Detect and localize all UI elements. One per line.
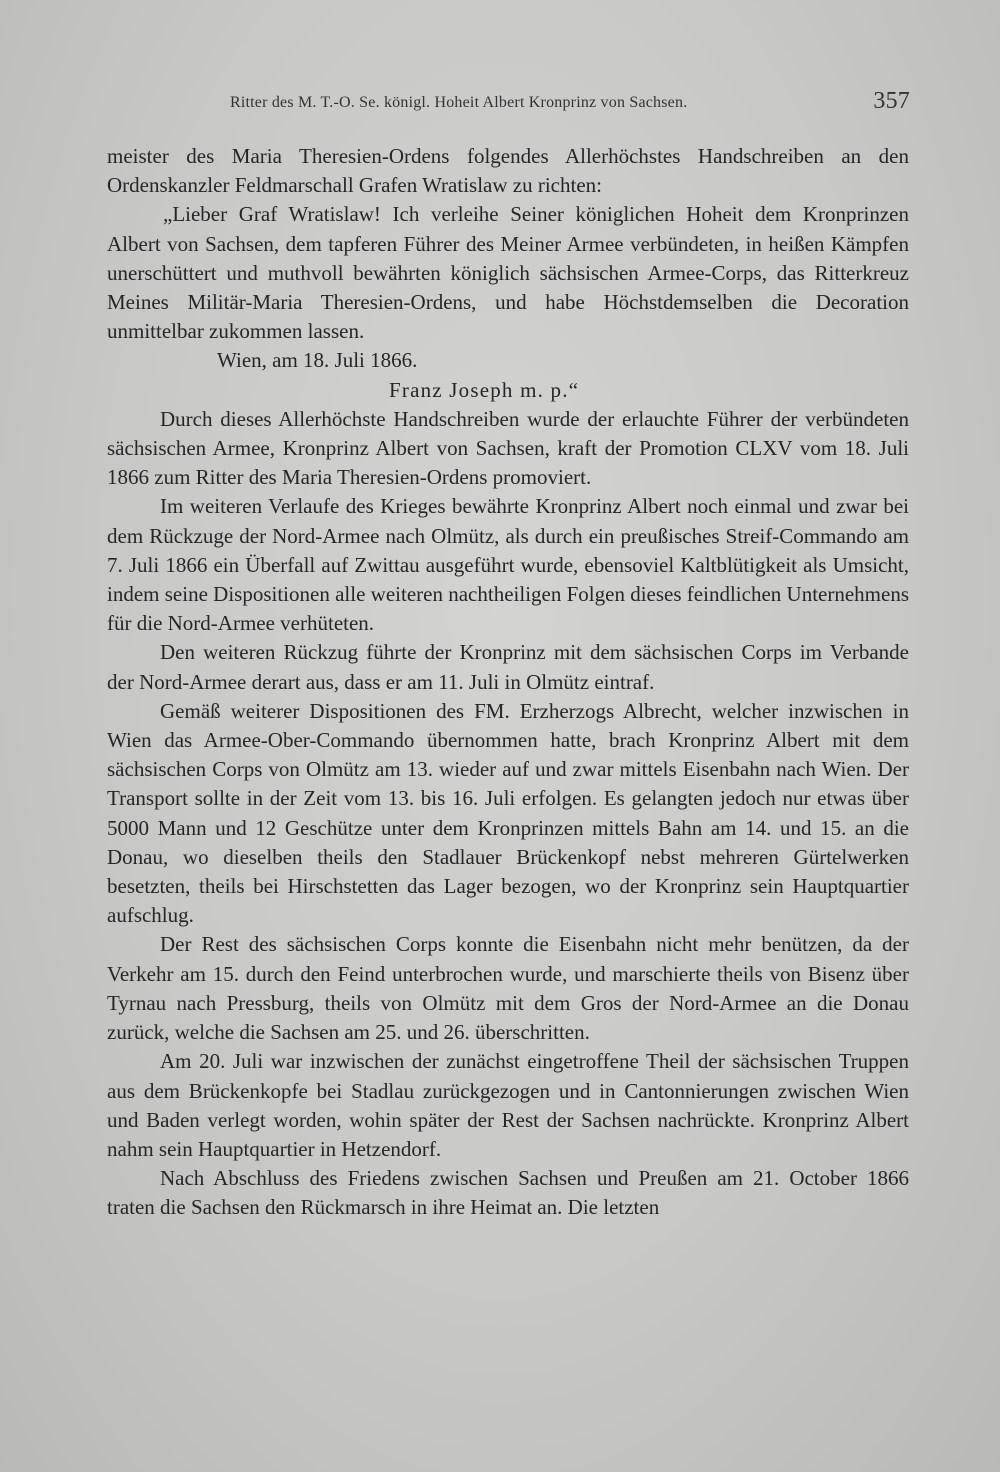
body-text — [107, 142, 909, 1223]
running-header — [230, 88, 910, 118]
paragraph: Den weiteren Rückzug führte der Kronprinz mit dem sächsischen Corps im Verbande der Nord-Armee derart aus, dass er am 11. Juli in Olmütz eintraf. — [107, 640, 909, 694]
paragraph: Nach Abschluss des Friedens zwischen Sachsen und Preußen am 21. October 1866 traten die Sachsen den Rückmarsch in ihre Heimat an. Die letzten — [107, 1166, 909, 1220]
paragraph-continuation: meister des Maria Theresien-Ordens folgendes Allerhöchstes Handschreiben an den Ordenskanzler Feldmarschall Grafen Wratislaw zu richten: — [107, 144, 909, 198]
paragraph: Am 20. Juli war inzwischen der zunächst eingetroffene Theil der sächsischen Truppen aus dem Brückenkopfe bei Stadlau zurückgezogen und in Cantonnierungen zwischen Wien und Baden verlegt worden, wohin später der Rest der Sachsen nachrückte. Kronprinz Albert nahm sein Hauptquartier in Hetzendorf. — [107, 1049, 909, 1161]
page-number: 357 — [873, 88, 910, 114]
paragraph: Gemäß weiterer Dispositionen des FM. Erzherzogs Albrecht, welcher inzwischen in Wien das Armee-Ober-Commando übernommen hatte, brach Kronprinz Albert mit dem sächsischen Corps von Olmütz am 13. wieder auf und zwar mittels Eisenbahn nach Wien. Der Transport sollte in der Zeit vom 13. bis 16. Juli erfolgen. Es gelangten jedoch nur etwas über 5000 Mann und 12 Geschütze unter dem Kronprinzen mittels Bahn am 14. und 15. an die Donau, wo dieselben theils den Stadlauer Brückenkopf nebst mehreren Gürtelwerken besetzten, theils bei Hirschstetten das Lager bezogen, wo der Kronprinz sein Hauptquartier aufschlug. — [107, 698, 909, 928]
running-title: Ritter des M. T.-O. Se. königl. Hoheit Albert Kronprinz von Sachsen. — [230, 94, 688, 111]
paragraph-letter: „Lieber Graf Wratislaw! Ich verleihe Seiner königlichen Hoheit dem Kronprinzen Albert von Sachsen, dem tapferen Führer des Meiner Armee verbündeten, in heißen Kämpfen unerschüttert und muthvoll bewährten königlich sächsischen Armee-Corps, das Ritterkreuz Meines Militär-Maria Theresien-Ordens, und habe Höchstdemselben die Decoration unmittelbar zukommen lassen. — [107, 202, 909, 344]
paragraph: Im weiteren Verlaufe des Krieges bewährte Kronprinz Albert noch einmal und zwar bei dem Rückzuge der Nord-Armee nach Olmütz, als durch ein preußisches Streif-Commando am 7. Juli 1866 ein Überfall auf Zwittau ausgeführt wurde, ebensoviel Kaltblütigkeit als Umsicht, indem seine Dispositionen alle weiteren nachtheiligen Folgen dieses feindlichen Unternehmens für die Nord-Armee verhüteten. — [107, 494, 909, 636]
paragraph-signature: Franz Joseph m. p.“ — [389, 377, 580, 402]
paragraph: Durch dieses Allerhöchste Handschreiben wurde der erlauchte Führer der verbündeten sächsischen Armee, Kronprinz Albert von Sachsen, kraft der Promotion CLXV vom 18. Juli 1866 zum Ritter des Maria Theresien-Ordens promoviert. — [107, 406, 909, 490]
paragraph-dateline: Wien, am 18. Juli 1866. — [217, 348, 418, 373]
paragraph: Der Rest des sächsischen Corps konnte die Eisenbahn nicht mehr benützen, da der Verkehr am 15. durch den Feind unterbrochen wurde, und marschierte theils von Bisenz über Tyrnau nach Pressburg, theils von Olmütz mit dem Gros der Nord-Armee an die Donau zurück, welche die Sachsen am 25. und 26. überschritten. — [107, 932, 909, 1045]
